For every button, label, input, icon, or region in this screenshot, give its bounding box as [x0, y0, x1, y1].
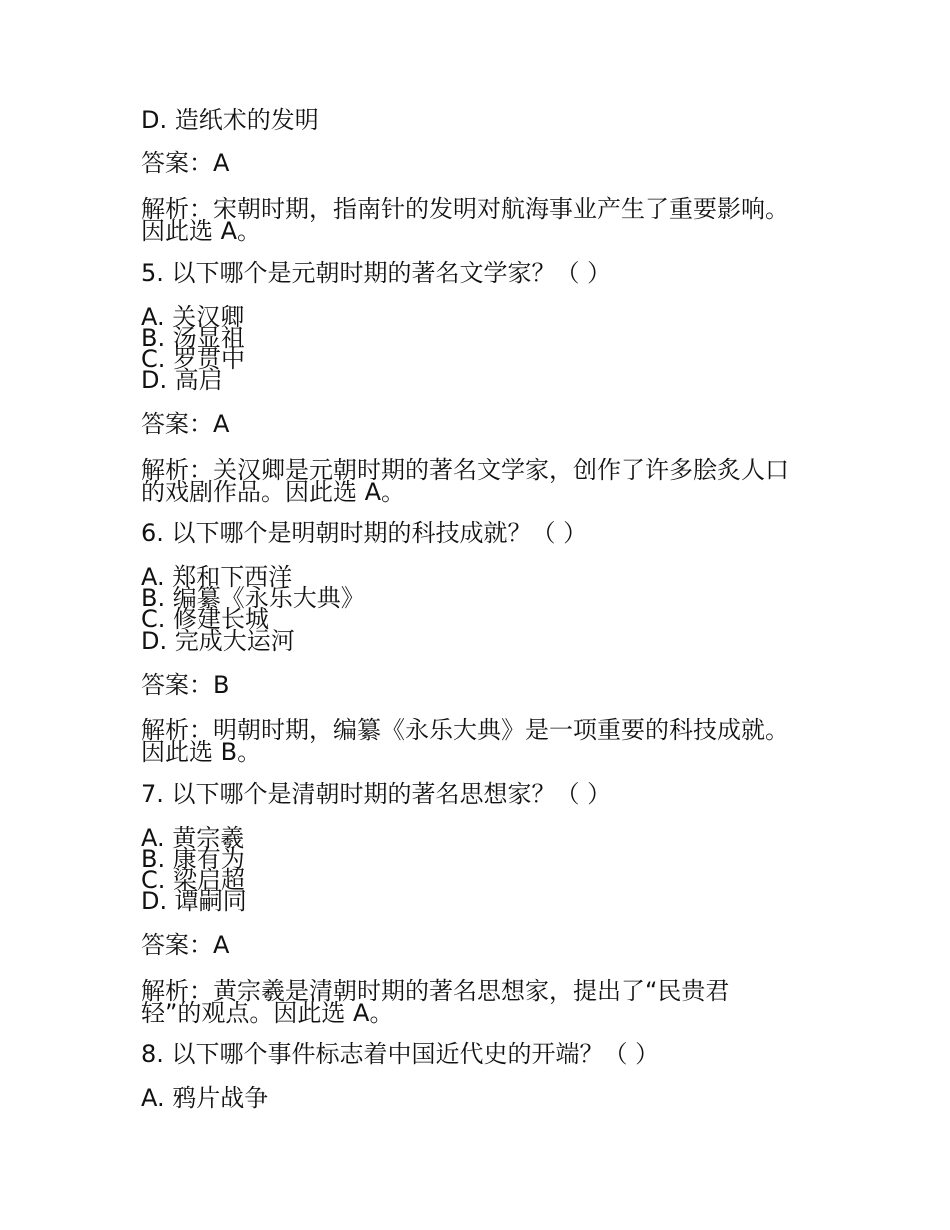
explanation-line: 解析：宋朝时期，指南针的发明对航海事业产生了重要影响。 [141, 195, 789, 223]
explanation-line: 轻”的观点。因此选 A。 [141, 999, 394, 1027]
answer-text: 答案：A [141, 410, 230, 438]
option-text: C. 罗贯中 [141, 345, 246, 373]
option-text: B. 康有为 [141, 845, 245, 873]
explanation-line: 的戏剧作品。因此选 A。 [141, 478, 406, 506]
option-text: C. 修建长城 [141, 605, 270, 633]
explanation-line: 因此选 B。 [141, 738, 262, 766]
option-text: A. 郑和下西洋 [141, 563, 293, 591]
option-text: A. 黄宗羲 [141, 824, 245, 852]
question-text: 8. 以下哪个事件标志着中国近代史的开端？（ ） [141, 1040, 660, 1068]
option-text: A. 关汉卿 [141, 303, 245, 331]
option-text: A. 鸦片战争 [141, 1084, 269, 1112]
explanation-line: 解析：黄宗羲是清朝时期的著名思想家，提出了“民贵君 [141, 977, 730, 1005]
question-text: 5. 以下哪个是元朝时期的著名文学家？（ ） [141, 259, 612, 287]
option-text: B. 汤显祖 [141, 324, 245, 352]
answer-text: 答案：A [141, 149, 230, 177]
option-text: C. 梁启超 [141, 866, 246, 894]
option-text: B. 编纂《永乐大典》 [141, 584, 365, 612]
answer-text: 答案：A [141, 931, 230, 959]
question-text: 7. 以下哪个是清朝时期的著名思想家？（ ） [141, 780, 612, 808]
option-text: D. 谭嗣同 [141, 887, 247, 915]
answer-text: 答案：B [141, 671, 230, 699]
explanation-line: 解析：关汉卿是元朝时期的著名文学家，创作了许多脍炙人口 [141, 456, 789, 484]
option-text: D. 造纸术的发明 [141, 106, 319, 134]
explanation-line: 解析：明朝时期，编纂《永乐大典》是一项重要的科技成就。 [141, 716, 789, 744]
option-text: D. 高启 [141, 366, 223, 394]
explanation-line: 因此选 A。 [141, 217, 262, 245]
option-text: D. 完成大运河 [141, 627, 295, 655]
question-text: 6. 以下哪个是明朝时期的科技成就？（ ） [141, 519, 588, 547]
